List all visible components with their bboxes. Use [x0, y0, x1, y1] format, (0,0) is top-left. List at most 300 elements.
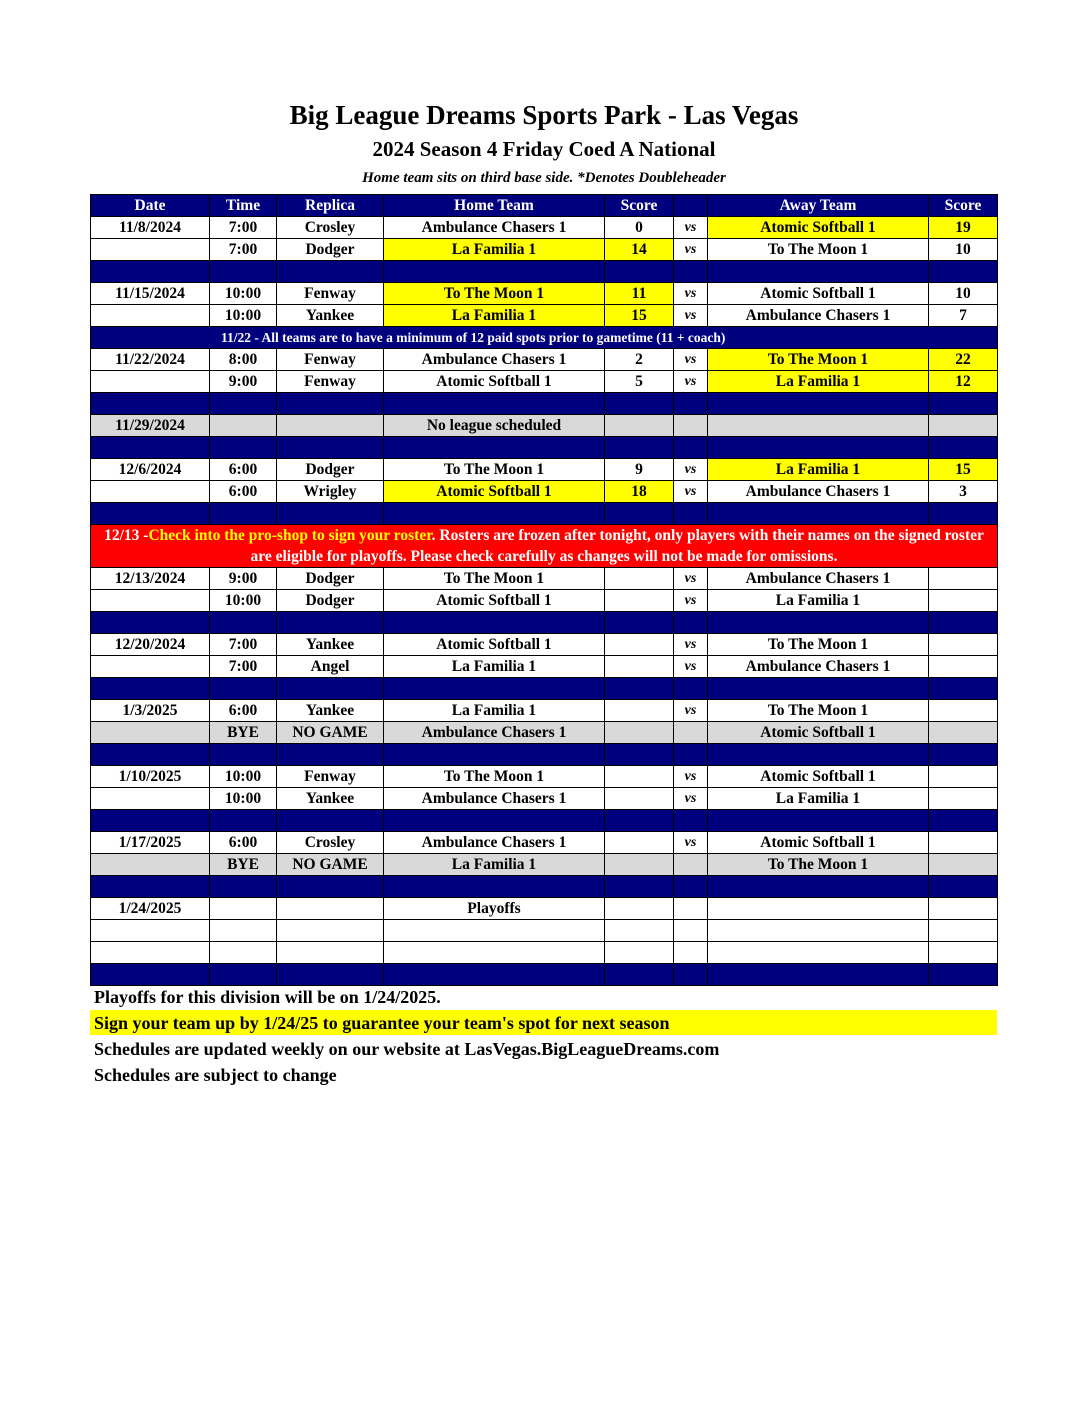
field-cell — [277, 920, 384, 942]
home-team-cell: Ambulance Chasers 1 — [384, 832, 605, 854]
col-header-vs — [674, 195, 708, 217]
home-score-cell — [605, 568, 674, 590]
separator-cell — [91, 744, 210, 766]
time-cell: 6:00 — [210, 700, 277, 722]
vs-cell — [674, 415, 708, 437]
time-cell: BYE — [210, 854, 277, 876]
table-row — [91, 656, 998, 678]
separator-cell — [674, 503, 708, 525]
vs-cell: vs — [674, 590, 708, 612]
home-score-cell: 0 — [605, 217, 674, 239]
separator-cell — [605, 437, 674, 459]
away-score-cell — [929, 415, 998, 437]
separator-cell — [605, 744, 674, 766]
home-score-cell — [605, 700, 674, 722]
separator-cell — [674, 876, 708, 898]
notice-text: 11/22 - All teams are to have a minimum of 12 paid spots prior to gametime (11 + coach) — [91, 327, 998, 349]
home-score-cell — [605, 590, 674, 612]
separator-cell — [605, 503, 674, 525]
date-cell — [91, 656, 210, 678]
time-cell: 7:00 — [210, 634, 277, 656]
away-team-cell — [708, 415, 929, 437]
time-cell: 6:00 — [210, 481, 277, 503]
time-cell: BYE — [210, 722, 277, 744]
home-score-cell: 9 — [605, 459, 674, 481]
table-row — [91, 590, 998, 612]
table-row — [91, 634, 998, 656]
home-score-cell: 18 — [605, 481, 674, 503]
vs-cell: vs — [674, 371, 708, 393]
separator-cell — [277, 810, 384, 832]
away-score-cell — [929, 898, 998, 920]
away-score-cell — [929, 590, 998, 612]
col-header-date: Date — [91, 195, 210, 217]
home-score-cell: 11 — [605, 283, 674, 305]
col-header-home-team: Home Team — [384, 195, 605, 217]
table-row — [91, 766, 998, 788]
home-team-cell: Ambulance Chasers 1 — [384, 722, 605, 744]
separator-cell — [929, 437, 998, 459]
time-cell: 7:00 — [210, 239, 277, 261]
home-team-cell — [384, 942, 605, 964]
separator-cell — [277, 612, 384, 634]
home-team-cell: No league scheduled — [384, 415, 605, 437]
home-score-cell — [605, 898, 674, 920]
separator-cell — [384, 612, 605, 634]
date-cell — [91, 854, 210, 876]
separator-cell — [708, 876, 929, 898]
schedule-note: Home team sits on third base side. *Denotes Doubleheader — [362, 170, 726, 186]
separator-cell — [674, 744, 708, 766]
time-cell — [210, 942, 277, 964]
home-team-cell: La Familia 1 — [384, 305, 605, 327]
away-team-cell — [708, 898, 929, 920]
vs-cell — [674, 920, 708, 942]
date-cell — [91, 305, 210, 327]
footer-playoffs: Playoffs for this division will be on 1/24/2025. — [94, 987, 441, 1007]
away-team-cell: Atomic Softball 1 — [708, 832, 929, 854]
vs-cell: vs — [674, 568, 708, 590]
field-cell: Fenway — [277, 371, 384, 393]
home-score-cell — [605, 766, 674, 788]
away-team-cell: Atomic Softball 1 — [708, 217, 929, 239]
home-team-cell: To The Moon 1 — [384, 283, 605, 305]
field-cell — [277, 942, 384, 964]
field-cell: Dodger — [277, 590, 384, 612]
separator-row — [91, 810, 998, 832]
separator-cell — [384, 678, 605, 700]
col-header-away-team: Away Team — [708, 195, 929, 217]
date-cell — [91, 481, 210, 503]
separator-cell — [605, 261, 674, 283]
home-team-cell: To The Moon 1 — [384, 459, 605, 481]
vs-cell: vs — [674, 656, 708, 678]
separator-cell — [277, 876, 384, 898]
separator-cell — [91, 876, 210, 898]
field-cell: Wrigley — [277, 481, 384, 503]
vs-cell — [674, 942, 708, 964]
separator-cell — [277, 437, 384, 459]
time-cell: 10:00 — [210, 283, 277, 305]
home-score-cell: 2 — [605, 349, 674, 371]
away-score-cell — [929, 656, 998, 678]
home-score-cell — [605, 415, 674, 437]
home-score-cell: 15 — [605, 305, 674, 327]
field-cell: Fenway — [277, 349, 384, 371]
home-score-cell — [605, 832, 674, 854]
separator-cell — [384, 437, 605, 459]
away-score-cell — [929, 568, 998, 590]
vs-cell: vs — [674, 349, 708, 371]
separator-cell — [210, 437, 277, 459]
vs-cell: vs — [674, 832, 708, 854]
separator-cell — [929, 964, 998, 986]
separator-cell — [674, 437, 708, 459]
separator-row — [91, 612, 998, 634]
away-team-cell: La Familia 1 — [708, 590, 929, 612]
time-cell — [210, 415, 277, 437]
away-team-cell: Ambulance Chasers 1 — [708, 305, 929, 327]
vs-cell: vs — [674, 305, 708, 327]
separator-cell — [605, 678, 674, 700]
separator-cell — [91, 261, 210, 283]
separator-cell — [929, 261, 998, 283]
vs-cell — [674, 898, 708, 920]
separator-cell — [91, 810, 210, 832]
separator-cell — [210, 876, 277, 898]
roster-alert — [91, 525, 998, 568]
time-cell: 9:00 — [210, 568, 277, 590]
home-team-cell: La Familia 1 — [384, 854, 605, 876]
home-team-cell: To The Moon 1 — [384, 766, 605, 788]
home-team-cell: Ambulance Chasers 1 — [384, 349, 605, 371]
separator-row — [91, 678, 998, 700]
separator-cell — [929, 503, 998, 525]
away-team-cell: Ambulance Chasers 1 — [708, 656, 929, 678]
field-cell: Dodger — [277, 459, 384, 481]
separator-cell — [384, 503, 605, 525]
away-team-cell: Ambulance Chasers 1 — [708, 568, 929, 590]
bye-row — [91, 854, 998, 876]
home-score-cell — [605, 920, 674, 942]
separator-row — [91, 876, 998, 898]
home-team-cell: To The Moon 1 — [384, 568, 605, 590]
col-header-home-score: Score — [605, 195, 674, 217]
date-cell — [91, 371, 210, 393]
field-cell: Crosley — [277, 832, 384, 854]
away-score-cell — [929, 766, 998, 788]
date-cell: 11/22/2024 — [91, 349, 210, 371]
away-score-cell — [929, 788, 998, 810]
separator-cell — [210, 393, 277, 415]
separator-cell — [91, 612, 210, 634]
separator-cell — [277, 964, 384, 986]
separator-cell — [674, 261, 708, 283]
separator-cell — [277, 678, 384, 700]
table-row — [91, 305, 998, 327]
separator-cell — [674, 810, 708, 832]
time-cell: 10:00 — [210, 305, 277, 327]
away-team-cell: La Familia 1 — [708, 459, 929, 481]
footer-signup: Sign your team up by 1/24/25 to guarantee your team's spot for next season — [90, 1010, 997, 1035]
alert-prefix: 12/13 - — [104, 527, 149, 544]
separator-cell — [708, 261, 929, 283]
field-cell: Yankee — [277, 305, 384, 327]
time-cell: 9:00 — [210, 371, 277, 393]
separator-cell — [708, 612, 929, 634]
separator-row — [91, 393, 998, 415]
date-cell: 1/10/2025 — [91, 766, 210, 788]
home-score-cell — [605, 942, 674, 964]
vs-cell: vs — [674, 283, 708, 305]
away-score-cell: 15 — [929, 459, 998, 481]
date-cell: 1/24/2025 — [91, 898, 210, 920]
field-cell: Dodger — [277, 239, 384, 261]
date-cell: 11/8/2024 — [91, 217, 210, 239]
separator-cell — [91, 437, 210, 459]
field-cell: Crosley — [277, 217, 384, 239]
separator-cell — [384, 876, 605, 898]
away-team-cell: La Familia 1 — [708, 371, 929, 393]
separator-cell — [929, 810, 998, 832]
separator-cell — [210, 744, 277, 766]
home-score-cell: 5 — [605, 371, 674, 393]
away-score-cell — [929, 832, 998, 854]
away-score-cell — [929, 722, 998, 744]
date-cell — [91, 722, 210, 744]
separator-cell — [708, 810, 929, 832]
time-cell: 6:00 — [210, 832, 277, 854]
date-cell — [91, 788, 210, 810]
separator-cell — [708, 964, 929, 986]
separator-cell — [674, 964, 708, 986]
separator-cell — [605, 612, 674, 634]
home-team-cell: La Familia 1 — [384, 656, 605, 678]
away-score-cell: 10 — [929, 283, 998, 305]
separator-row — [91, 261, 998, 283]
away-team-cell: To The Moon 1 — [708, 239, 929, 261]
vs-cell — [674, 854, 708, 876]
time-cell: 7:00 — [210, 217, 277, 239]
col-header-replica: Replica — [277, 195, 384, 217]
home-team-cell: La Familia 1 — [384, 700, 605, 722]
separator-cell — [277, 744, 384, 766]
table-row — [91, 942, 998, 964]
vs-cell: vs — [674, 788, 708, 810]
away-score-cell: 10 — [929, 239, 998, 261]
separator-cell — [384, 393, 605, 415]
alert-highlight: Check into the pro-shop to sign your roster — [148, 527, 432, 544]
separator-cell — [91, 503, 210, 525]
separator-cell — [605, 393, 674, 415]
away-score-cell — [929, 634, 998, 656]
field-cell: NO GAME — [277, 722, 384, 744]
away-team-cell: To The Moon 1 — [708, 634, 929, 656]
vs-cell: vs — [674, 217, 708, 239]
home-score-cell: 14 — [605, 239, 674, 261]
separator-cell — [91, 964, 210, 986]
separator-cell — [674, 612, 708, 634]
separator-cell — [91, 393, 210, 415]
notice-row — [91, 327, 998, 349]
table-row — [91, 920, 998, 942]
separator-cell — [384, 964, 605, 986]
table-row — [91, 788, 998, 810]
field-cell: Dodger — [277, 568, 384, 590]
home-score-cell — [605, 788, 674, 810]
table-row — [91, 459, 998, 481]
away-score-cell — [929, 920, 998, 942]
date-cell — [91, 942, 210, 964]
separator-cell — [210, 261, 277, 283]
away-score-cell: 19 — [929, 217, 998, 239]
field-cell: Yankee — [277, 634, 384, 656]
separator-cell — [210, 810, 277, 832]
away-score-cell: 7 — [929, 305, 998, 327]
away-score-cell: 12 — [929, 371, 998, 393]
separator-cell — [277, 261, 384, 283]
date-cell — [91, 590, 210, 612]
separator-cell — [210, 612, 277, 634]
separator-row — [91, 964, 998, 986]
date-cell: 12/13/2024 — [91, 568, 210, 590]
away-team-cell: To The Moon 1 — [708, 349, 929, 371]
separator-cell — [605, 810, 674, 832]
date-cell: 11/29/2024 — [91, 415, 210, 437]
separator-cell — [929, 393, 998, 415]
table-row — [91, 568, 998, 590]
vs-cell — [674, 722, 708, 744]
field-cell — [277, 415, 384, 437]
separator-cell — [708, 393, 929, 415]
separator-cell — [929, 612, 998, 634]
home-team-cell: Atomic Softball 1 — [384, 590, 605, 612]
footer-change-notice: Schedules are subject to change — [94, 1065, 337, 1085]
away-team-cell: Atomic Softball 1 — [708, 283, 929, 305]
table-row — [91, 700, 998, 722]
table-row — [91, 481, 998, 503]
vs-cell: vs — [674, 700, 708, 722]
home-team-cell: Ambulance Chasers 1 — [384, 217, 605, 239]
home-team-cell: Playoffs — [384, 898, 605, 920]
time-cell: 10:00 — [210, 590, 277, 612]
away-score-cell: 22 — [929, 349, 998, 371]
field-cell: Fenway — [277, 283, 384, 305]
bye-row — [91, 722, 998, 744]
field-cell: Angel — [277, 656, 384, 678]
away-team-cell: Atomic Softball 1 — [708, 766, 929, 788]
page-subtitle: 2024 Season 4 Friday Coed A National — [372, 137, 716, 161]
col-header-away-score: Score — [929, 195, 998, 217]
schedule-table — [90, 194, 998, 986]
away-team-cell: La Familia 1 — [708, 788, 929, 810]
away-score-cell — [929, 854, 998, 876]
separator-cell — [210, 503, 277, 525]
time-cell: 10:00 — [210, 788, 277, 810]
date-cell — [91, 239, 210, 261]
home-score-cell — [605, 854, 674, 876]
home-team-cell: Ambulance Chasers 1 — [384, 788, 605, 810]
field-cell: NO GAME — [277, 854, 384, 876]
page-title: Big League Dreams Sports Park - Las Vegas — [289, 100, 799, 130]
separator-cell — [929, 876, 998, 898]
home-score-cell — [605, 722, 674, 744]
separator-cell — [210, 678, 277, 700]
time-cell — [210, 898, 277, 920]
field-cell: Fenway — [277, 766, 384, 788]
separator-cell — [384, 744, 605, 766]
separator-cell — [674, 678, 708, 700]
table-row — [91, 217, 998, 239]
table-header-row — [91, 195, 998, 217]
schedule-body — [91, 217, 998, 986]
time-cell: 7:00 — [210, 656, 277, 678]
away-team-cell — [708, 942, 929, 964]
separator-cell — [708, 744, 929, 766]
vs-cell: vs — [674, 239, 708, 261]
separator-cell — [929, 744, 998, 766]
field-cell — [277, 898, 384, 920]
separator-cell — [708, 437, 929, 459]
home-team-cell: Atomic Softball 1 — [384, 481, 605, 503]
separator-row — [91, 503, 998, 525]
time-cell: 10:00 — [210, 766, 277, 788]
away-score-cell — [929, 700, 998, 722]
time-cell: 6:00 — [210, 459, 277, 481]
away-score-cell — [929, 942, 998, 964]
table-row — [91, 349, 998, 371]
time-cell: 8:00 — [210, 349, 277, 371]
home-score-cell — [605, 656, 674, 678]
separator-cell — [708, 678, 929, 700]
date-cell: 11/15/2024 — [91, 283, 210, 305]
field-cell: Yankee — [277, 788, 384, 810]
away-team-cell: To The Moon 1 — [708, 854, 929, 876]
separator-cell — [210, 964, 277, 986]
date-cell: 12/6/2024 — [91, 459, 210, 481]
away-team-cell: Atomic Softball 1 — [708, 722, 929, 744]
separator-cell — [384, 810, 605, 832]
away-team-cell — [708, 920, 929, 942]
footer-website: Schedules are updated weekly on our website at LasVegas.BigLeagueDreams.com — [94, 1039, 720, 1059]
home-score-cell — [605, 634, 674, 656]
date-cell: 1/3/2025 — [91, 700, 210, 722]
table-row — [91, 283, 998, 305]
table-row — [91, 239, 998, 261]
separator-cell — [384, 261, 605, 283]
bye-row — [91, 415, 998, 437]
vs-cell: vs — [674, 634, 708, 656]
separator-cell — [277, 503, 384, 525]
date-cell: 12/20/2024 — [91, 634, 210, 656]
home-team-cell: Atomic Softball 1 — [384, 634, 605, 656]
field-cell: Yankee — [277, 700, 384, 722]
away-team-cell: To The Moon 1 — [708, 700, 929, 722]
away-score-cell: 3 — [929, 481, 998, 503]
table-row — [91, 832, 998, 854]
date-cell: 1/17/2025 — [91, 832, 210, 854]
home-team-cell — [384, 920, 605, 942]
table-row — [91, 371, 998, 393]
separator-row — [91, 437, 998, 459]
separator-cell — [674, 393, 708, 415]
vs-cell: vs — [674, 481, 708, 503]
roster-alert-row — [91, 525, 998, 568]
separator-cell — [277, 393, 384, 415]
separator-cell — [708, 503, 929, 525]
table-row — [91, 898, 998, 920]
vs-cell: vs — [674, 459, 708, 481]
